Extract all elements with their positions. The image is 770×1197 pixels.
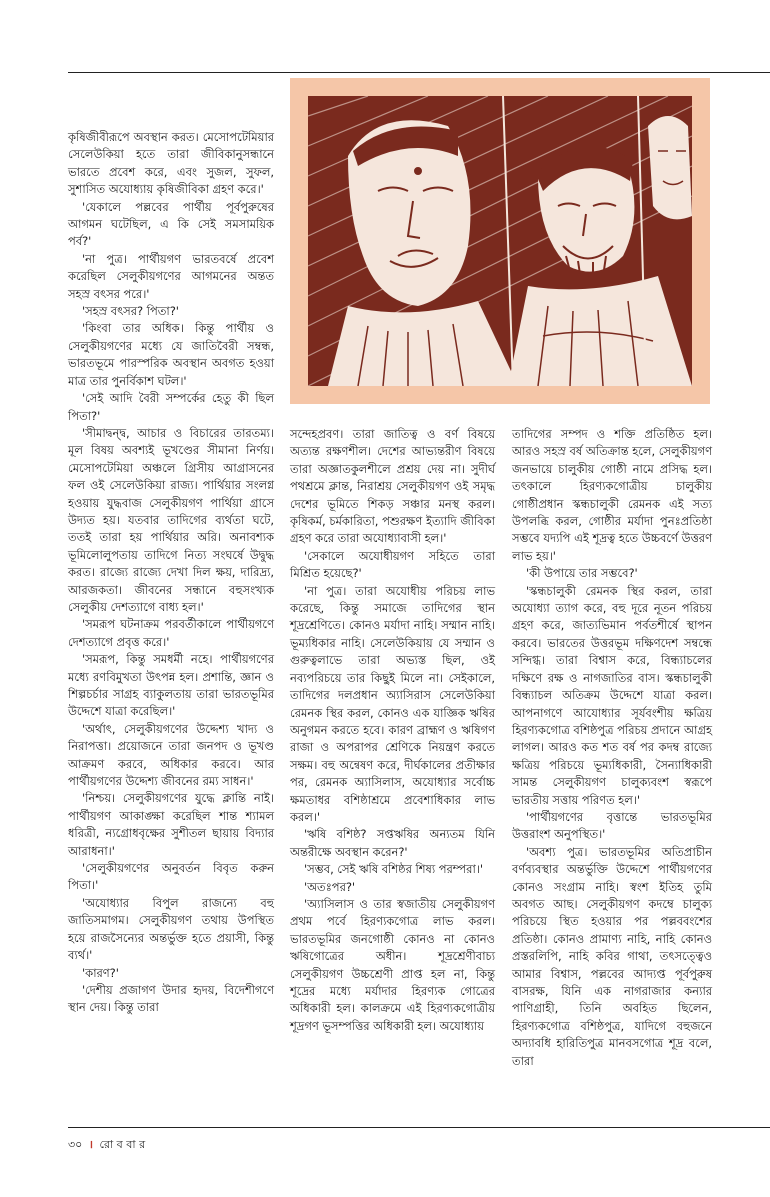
top-rule (68, 72, 770, 73)
paragraph: 'সেই আদি বৈরী সম্পর্কের হেতু কী ছিল পিতা?' (68, 391, 274, 423)
paragraph: 'অবশ্য পুত্র। ভারতভূমির অতিপ্রাচীন বর্ণব্যবস্থার অন্তর্ভুক্তি উদ্দেশে পার্থীয়গণের কোনও সংগ্রাম নাহি। স্বংশ ইতিহ তুমি অবগত আছ। সেলুকীয়গণ কদম্বে চালুক্য পরিচয়ে স্থিত হওয়ার পর পল্লববংশের প্রতিষ্ঠা। কোনও প্রামাণ্য নাহি, নাহি কোনও প্রস্তরলিপি, নাহি কবির গাথা, তৎসত্ত্বেও আমার বিশ্বাস, পল্লবের আদ্যপ্ত পূর্বপুরুষ বাসরক্ষ, যিনি এক নাগরাজার কন্যার পাণিগ্রাহী, তিনি অবহিত ছিলেন, হিরণ্যকগোত্র বশিষ্ঠপুত্র, যাদিগে বহুজনে অদ্যাবধি হারিতিপুত্র মানবসগোত্র শূদ্র বলে, তারা (512, 844, 712, 1068)
paragraph: 'পার্থীয়গণের বৃত্তান্তে ভারতভূমির উত্তরাংশ অনুপস্থিত।' (512, 809, 712, 842)
text-column-1 (68, 129, 274, 1017)
paragraph: কৃষিজীবীরূপে অবস্থান করত। মেসোপটেমিয়ার সেলেউকিয়া হতে তারা জীবিকানুসন্ধানে ভারতে প্রবেশ করে, এবং সুজল, সুফল, সুশাসিত অযোধ্যায় কৃষিজীবিকা গ্রহণ করে।' (68, 130, 274, 197)
paragraph: তাদিগের সম্পদ ও শক্তি প্রতিষ্ঠিত হল। আরও সহস্র বর্ষ অতিক্রান্ত হলে, সেলুকীয়গণ জনভায়ে চালুকীয় গোষ্ঠী নামে প্রসিদ্ধ হল। তৎকালে হিরণ্যকগোত্রীয় চালুকীয় গোষ্ঠীপ্রধান স্কন্ধচালুকী রেমনক এই সত্য উপলব্ধি করল, গোষ্ঠীর মর্যাদা পুনঃপ্রতিষ্ঠা সম্ভবে যদ্যপি এই শূদ্রত্ব হতে উচ্চবর্ণে উত্তরণ লাভ হয়।' (512, 427, 712, 563)
text-column-3 (512, 426, 712, 1070)
paragraph: 'সমরূপ ঘটনাক্রম পরবর্তীকালে পার্থীয়গণে দেশত্যাগে প্রবৃত্ত করে।' (68, 617, 274, 649)
paragraph: 'অর্থাৎ, সেলুকীয়গণের উদ্দেশ্য খাদ্য ও নিরাপত্তা। প্রয়োজনে তারা জনপদ ও ভূখণ্ড আক্রমণ করবে, অধিকার করবে। আর পার্থীয়গণের উদ্দেশ্য জীবনের রম্য সাধন।' (68, 721, 274, 789)
page-number: ৩০ (68, 1138, 83, 1151)
paragraph: 'অ্যাসিলাস ও তার স্বজাতীয় সেলুকীয়গণ প্রথম পর্বে হিরণ্যকগোত্র লাভ করল। ভারতভূমির জনগোষ্ঠী কোনও না কোনও ঋষিগোত্রের অধীন। শূদ্রশ্রেণীবাচ্য সেলুকীয়গণ উচ্চশ্রেণী প্রাপ্ত হল না, কিন্তু শূদ্রের মধ্যে মর্যাদার হিরণ্যক গোত্রের অধিকারী হল। কালক্রমে এই হিরণ্যকগোত্রীয় শূদ্রগণ ভূসম্পত্তির অধিকারী হল। অযোধ্যায় (290, 896, 495, 1033)
paragraph: 'না পুত্র। তারা অযোধীয় পরিচয় লাভ করেছে, কিন্তু সমাজে তাদিগের স্থান শূদ্রশ্রেণিতে। কোনও মর্যাদা নাহি। সম্মান নাহি। ভূম্যধিকার নাহি। সেলেউকিয়ায় যে সম্মান ও গুরুত্বলাভে তারা অভ্যস্ত ছিল, ওই নব্যপরিচয়ে তার কিছুই মিলে না। সেইকালে, তাদিগের দলপ্রধান অ্যাসিরাস সেলেউকিয়া রেমনক স্থির করল, কোনও এক যাজ্ঞিক ঋষির অনুগমন করতে হবে। কারণ ব্রাহ্মণ ও ঋষিগণ রাজা ও অপরাপর শ্রেণিকে নিয়ন্ত্রণ করতে সক্ষম। বহু অন্বেষণ করে, দীর্ঘকালের প্রতীক্ষার পর, রেমনক অ্যাসিলাস, অযোধ্যার সর্বোচ্চ ক্ষমতাধর বশিষ্ঠাশ্রমে প্রবেশাধিকার লাভ করল।' (290, 583, 495, 824)
paragraph: 'সমরূপ, কিন্তু সমধর্মী নহে। পার্থীয়গণের মধ্যে রণবিমুখতা উৎপন্ন হল। প্রশান্তি, জ্ঞান ও শিল্পচর্চার সাগ্রহ ব্যাকুলতায় তারা ভারতভূমির উদ্দেশে যাত্রা করেছিল।' (68, 652, 274, 719)
illustration-panel (290, 78, 710, 404)
folio-separator: । (88, 1138, 93, 1151)
paragraph: সন্দেহপ্রবণ। তারা জাতিত্ব ও বর্ণ বিষয়ে অত্যন্ত রক্ষণশীল। দেশের আভ্যন্তরীণ বিষয়ে তারা অজ্ঞাতকুলশীলে প্রশ্রয় দেয় না। সুদীর্ঘ পথশ্রমে ক্লান্ত, নিরাশ্রয় সেলুকীয়গণ ওই সমৃদ্ধ দেশের ভূমিতে শিকড় সঞ্চার মনস্থ করল। কৃষিকর্ম, চর্মকারিতা, পশুরক্ষণ ইত্যাদি জীবিকা গ্রহণ করে তারা অযোধ্যাবাসী হল।' (290, 427, 495, 546)
text-column-2 (290, 426, 495, 1035)
paragraph: 'দেশীয় প্রজাগণ উদার হৃদয়, বিদেশীগণে স্থান দেয়। কিন্তু তারা (68, 982, 274, 1015)
paragraph: 'সেকালে অযোধীয়গণ সহিতে তারা মিশ্রিত হয়েছে?' (290, 548, 495, 581)
paragraph: 'অতঃপর?' (304, 879, 355, 894)
paragraph: 'যেকালে পল্লবের পার্থীয় পূর্বপুরুষের আগমন ঘটেছিল, এ কি সেই সমসাময়িক পর্ব?' (68, 199, 274, 249)
page-folio (68, 1136, 145, 1155)
paragraph: 'কিংবা তার অধিক। কিন্তু পার্থীয় ও সেলুকীয়গণের মধ্যে যে জাতিবৈরী সম্বন্ধ, ভারতভূমে পারস্পরিক অবস্থান অবগত হওয়া মাত্র তার পুনর্বিকাশ ঘটল।' (68, 321, 274, 388)
bottom-rule (68, 1127, 770, 1128)
paragraph: 'অযোধ্যার বিপুল রাজন্যে বহু জাতিসমাগম। সেলুকীয়গণ তথায় উপস্থিত হয়ে রাজসৈন্যের অন্তর্ভুক্ত হতে প্রয়াসী, কিন্তু ব্যর্থ।' (68, 895, 274, 963)
paragraph: 'স্কন্ধচালুকী রেমনক স্থির করল, তারা অযোধ্যা ত্যাগ করে, বহু দূরে নূতন পরিচয় গ্রহণ করে, জাত্যভিমান পর্বতশীর্ষে স্থাপন করবে। ভারতের উত্তরভূম দক্ষিণদেশ সম্বন্ধে সন্দিগ্ধ। তারা বিশ্বাস করে, বিন্ধ্যাচলের দক্ষিণে রক্ষ ও নাগজাতির বাস। স্কন্ধচালুকী বিন্ধ্যাচল অতিক্রম উদ্দেশে যাত্রা করল। আপনাগণে আযোধ্যার সূর্যবংশীয় ক্ষত্রিয় হিরণ্যকগোত্র বশিষ্ঠপুত্র পরিচয় প্রদানে আগ্রহ লাগল। আরও কত শত বর্ষ পর কদম্ব রাজ্যে ক্ষত্রিয় পরিচয়ে ভূম্যধিকারী, সৈন্যাধিকারী সামন্ত সেলুকীয়গণ চালুক্যবংশ স্বরূপে ভারতীয় সত্তায় পরিণত হল।' (512, 583, 712, 807)
paragraph: 'সেলুকীয়গণের অনুবর্তন বিবৃত করুন পিতা।' (68, 861, 274, 893)
woodcut-illustration (308, 96, 692, 386)
paragraph: 'সম্ভব, সেই ঋষি বশিষ্ঠর শিষ্য পরম্পরা।' (304, 862, 483, 877)
paragraph: 'কী উপায়ে তার সম্ভবে?' (526, 566, 638, 581)
paragraph: 'নিশ্চয়। সেলুকীয়গণের যুদ্ধে ক্লান্তি নাই। পার্থীয়গণ আকাঙ্ক্ষা করেছিল শান্ত শ্যামল ধরিত্রী, ন্যগ্রোধবৃক্ষের সুশীতল ছায়ায় বিদ্যার আরাধনা।' (68, 791, 274, 858)
paragraph: 'না পুত্র। পার্থীয়গণ ভারতবর্ষে প্রবেশ করেছিল সেলুকীয়গণের আগমনের অন্তত সহস্র বৎসর পরে।' (68, 251, 274, 301)
paragraph: 'সীমাদ্বন্দ্ব, আচার ও বিচারের তারতম্য। মূল বিষয় অবশ্যই ভূখণ্ডের সীমানা নির্ণয়। মেসোপটেমিয়া অঞ্চলে গ্রিসীয় আগ্রাসনের ফল ওই সেলেউকিয়া রাজ্য। পার্থিয়ার সংলগ্ন হওয়ায় যুদ্ধবাজ সেলুকীয়গণ পার্থিয়া গ্রাসে উদ্যত হয়। যতবার তাদিগের ব্যর্থতা ঘটে, ততই তারা হয় পার্থিয়ার অরি। অনাবশ্যক ভূমিলোলুপতায় তাদিগে নিত্য সংঘর্ষে উদ্বুদ্ধ করত। রাজ্যে রাজ্যে দেখা দিল ক্ষয়, দারিদ্র্য, আরজকতা। জীবনের সন্ধানে বহুসংখ্যক সেলুকীয় দেশত্যাগে বাধ্য হল।' (68, 425, 274, 614)
paragraph: 'কারণ?' (82, 965, 119, 980)
paragraph: 'ঋষি বশিষ্ঠ? সপ্তঋষির অন্যতম যিনি অন্তরীক্ষে অবস্থান করেন?' (290, 827, 495, 859)
paragraph: 'সহস্র বৎসর? পিতা?' (82, 304, 179, 319)
magazine-name: রো ব বা র (99, 1138, 146, 1151)
